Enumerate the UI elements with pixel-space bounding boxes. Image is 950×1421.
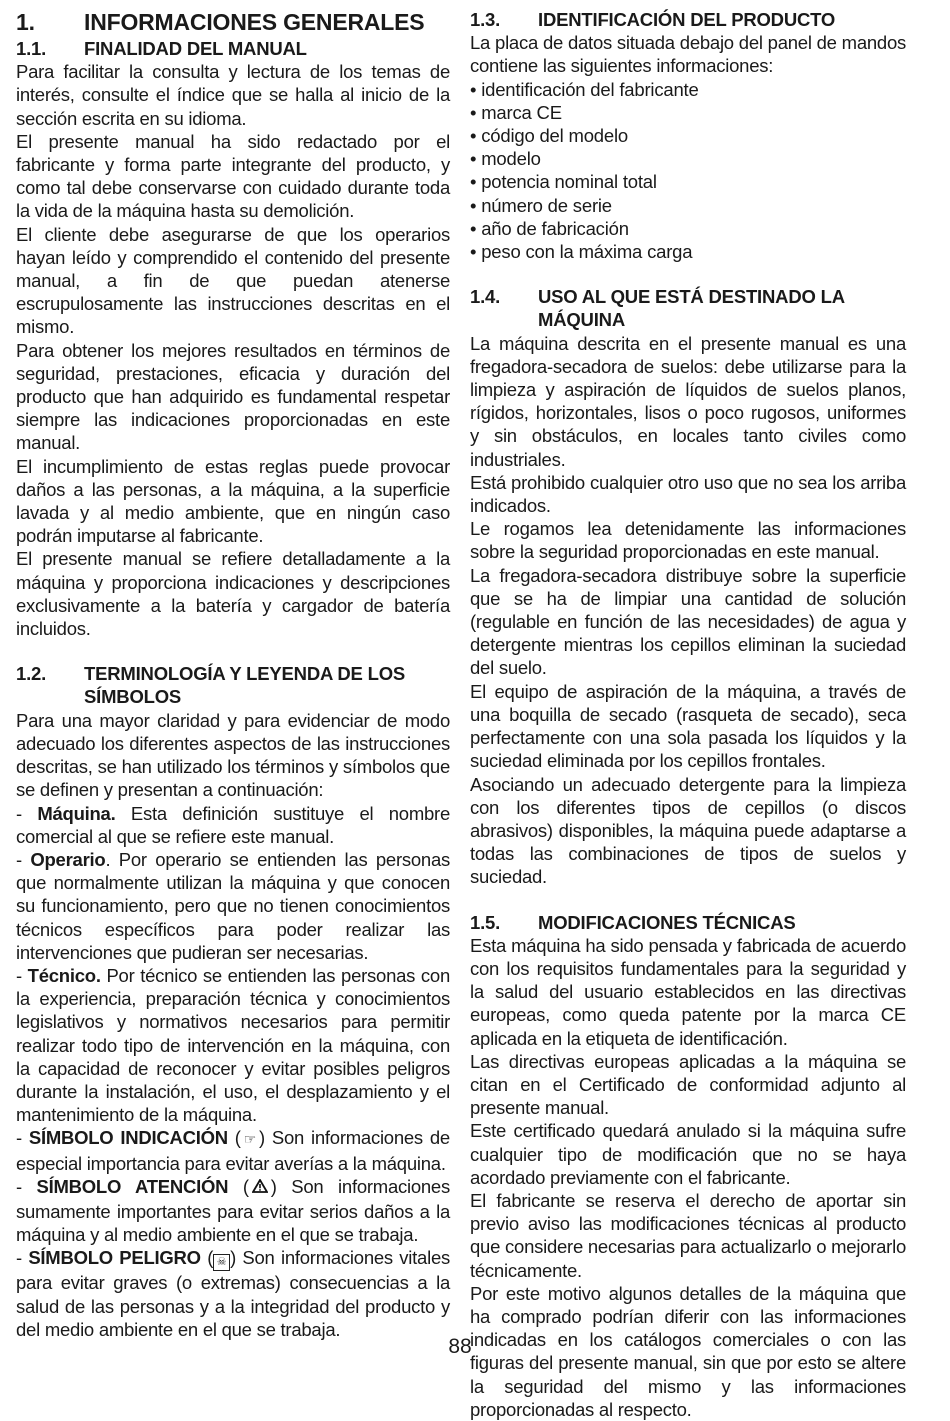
- paragraph: El fabricante se reserva el derecho de aportar sin previo aviso las modificaciones técnicas al producto que considere necesarias para actualizarlo o mejorarlo técnicamente.: [470, 1189, 906, 1281]
- list-item: • código del modelo: [470, 125, 628, 147]
- paragraph: La máquina descrita en el presente manual es una fregadora-secadora de suelos: debe utilizarse para la limpieza y aspiración de líquidos de suelos planos, rígidos, horizontales, lisos o poco rugosos, uniformes y sin obstáculos, en locales tanto civiles como industriales.: [470, 332, 906, 470]
- term-simbolo-peligro: - SÍMBOLO PELIGRO ( ☠ ) Son informaciones vitales para evitar graves (o extremas) consecuencias a la salud de las personas y a la integridad del producto y del medio ambiente en el que se trabaja.: [16, 1247, 450, 1340]
- pointing-hand-icon: ☞: [243, 1131, 257, 1148]
- paragraph: El presente manual ha sido redactado por el fabricante y forma parte integrante del producto, y como tal debe conservarse con cuidado durante toda la vida de la máquina hasta su demolición.: [16, 130, 450, 222]
- term-label: Máquina.: [37, 802, 116, 824]
- term-text: Esta definición sustituye el nombre comercial al que se refiere este manual.: [16, 802, 450, 847]
- paragraph: Para facilitar la consulta y lectura de los temas de interés, consulte el índice que se halla al inicio de la sección escrita en su idioma.: [16, 61, 450, 129]
- term-operario: - Operario. Por operario se entienden las personas que normalmente utilizan la máquina y que conocen su funcionamiento, pero que no tienen conocimientos técnicos específicos para poder realizar las intervenciones que pudieran ser necesarias.: [16, 848, 450, 963]
- term-label: Técnico.: [27, 964, 101, 986]
- paragraph: Por este motivo algunos detalles de la máquina que ha comprado podrían diferir con las informaciones indicadas en los catálogos comerciales o con las figuras del presente manual, sin que por esto se altere la seguridad del mismo y las informaciones proporcionadas al respecto.: [470, 1282, 906, 1420]
- section-heading-1-4: [470, 285, 906, 331]
- section-number: 1.4.: [470, 286, 501, 308]
- section-number: 1.: [16, 9, 35, 35]
- paragraph: Le rogamos lea detenidamente las informaciones sobre la seguridad proporcionadas en este manual.: [470, 518, 906, 563]
- section-heading-1: [16, 8, 450, 37]
- paragraph: El equipo de aspiración de la máquina, a través de una boquilla de secado (rasqueta de secado), seca perfectamente con una sola pasada los líquidos y la suciedad eliminada por los cepillos frontales.: [470, 680, 906, 772]
- term-text: Son informaciones vitales para evitar graves (o extremas) consecuencias a la salud de las personas y a la integridad del producto y del medio ambiente en el que se trabaja.: [16, 1247, 450, 1340]
- list-item: • año de fabricación: [470, 217, 629, 239]
- term-simbolo-indicacion: - SÍMBOLO INDICACIÓN ( ☞ ) Son informaciones de especial importancia para evitar averías a la máquina.: [16, 1127, 450, 1174]
- term-simbolo-atencion: - SÍMBOLO ATENCIÓN ( ) Son informaciones sumamente importantes para evitar serios daños a la máquina y al medio ambiente en el que se trabaja.: [16, 1175, 450, 1246]
- skull-danger-icon: ☠: [213, 1254, 230, 1271]
- term-maquina: - Máquina. Esta definición sustituye el nombre comercial al que se refiere este manual.: [16, 802, 450, 847]
- paragraph: Este certificado quedará anulado si la máquina sufre cualquier tipo de modificación que no se haya acordado previamente con el fabricante.: [470, 1120, 906, 1188]
- paragraph: Esta máquina ha sido pensada y fabricada de acuerdo con los requisitos fundamentales para la seguridad y la salud del usuario establecidos en las directivas europeas, como queda patente por la marca CE aplicada en la etiqueta de identificación.: [470, 934, 906, 1049]
- term-label: SÍMBOLO INDICACIÓN: [28, 1127, 228, 1149]
- section-title: FINALIDAD DEL MANUAL: [84, 38, 307, 59]
- list-item: • modelo: [470, 148, 541, 170]
- list-item: • identificación del fabricante: [470, 78, 699, 100]
- warning-triangle-icon: [249, 1177, 271, 1200]
- section-number: 1.3.: [470, 9, 501, 30]
- list-item: • número de serie: [470, 194, 612, 216]
- section-number: 1.1.: [16, 38, 47, 59]
- paragraph: El presente manual se refiere detalladamente a la máquina y proporciona indicaciones y descripciones exclusivamente a la batería y cargador de batería incluidos.: [16, 548, 450, 640]
- section-number: 1.5.: [470, 911, 501, 933]
- paragraph: La fregadora-secadora distribuye sobre la superficie que se ha de limpiar una cantidad de solución (regulable en función de las necesidades) de agua y detergente mientras los cepillos eliminan la suciedad del suelo.: [470, 564, 906, 679]
- section-heading-1-2: [16, 662, 450, 708]
- section-title: MODIFICACIONES TÉCNICAS: [538, 911, 796, 933]
- paragraph: El cliente debe asegurarse de que los operarios hayan leído y comprendido el contenido del presente manual, a fin de que puedan atenerse escrupulosamente las instrucciones descritas en el mismo.: [16, 223, 450, 338]
- term-label: Operario: [30, 848, 106, 870]
- section-title: INFORMACIONES GENERALES: [84, 9, 425, 35]
- section-title: USO AL QUE ESTÁ DESTINADO LA MÁQUINA: [538, 286, 845, 331]
- section-title: TERMINOLOGÍA Y LEYENDA DE LOS SÍMBOLOS: [84, 663, 406, 708]
- paragraph: El incumplimiento de estas reglas puede provocar daños a las personas, a la máquina, a la superficie lavada y al medio ambiente, que en ningún caso podrán imputarse al fabricante.: [16, 455, 450, 547]
- term-label: SÍMBOLO ATENCIÓN: [36, 1175, 229, 1197]
- term-text: Son informaciones sumamente importantes para evitar serios daños a la máquina y al medio ambiente en el que se trabaja.: [16, 1175, 450, 1246]
- section-heading-1-1: [16, 37, 450, 60]
- section-number: 1.2.: [16, 663, 47, 685]
- paragraph: Asociando un adecuado detergente para la limpieza con los diferentes tipos de cepillos (o discos abrasivos) disponibles, la máquina puede adaptarse a todas las combinaciones de tipos de suelos y suciedad.: [470, 773, 906, 888]
- list-item: • potencia nominal total: [470, 171, 657, 193]
- term-label: SÍMBOLO PELIGRO: [28, 1247, 201, 1269]
- term-text: Son informaciones de especial importancia para evitar averías a la máquina.: [16, 1127, 450, 1174]
- paragraph: Para una mayor claridad y para evidenciar de modo adecuado los diferentes aspectos de las instrucciones descritas, se han utilizado los términos y símbolos que se definen y presentan a continuación:: [16, 709, 450, 801]
- section-title: IDENTIFICACIÓN DEL PRODUCTO: [538, 9, 836, 30]
- list-item: • peso con la máxima carga: [470, 241, 693, 263]
- paragraph: La placa de datos situada debajo del panel de mandos contiene las siguientes informaciones:: [470, 32, 906, 77]
- section-heading-1-3: [470, 8, 906, 31]
- paragraph: Para obtener los mejores resultados en términos de seguridad, prestaciones, eficacia y duración del producto que han adquirido es fundamental respetar siempre las indicaciones proporcionadas en este manual.: [16, 339, 450, 454]
- page-number: 88: [448, 1335, 472, 1358]
- section-heading-1-5: [470, 911, 906, 934]
- list-item: • marca CE: [470, 101, 562, 123]
- product-id-list: [470, 78, 906, 264]
- right-column: [470, 8, 906, 1421]
- term-text: Por técnico se entienden las personas con la experiencia, preparación técnica y conocimientos legislativos y normativos necesarios para permitir realizar todo tipo de intervención en la máquina, con la capacidad de reconocer y evitar posibles peligros durante la instalación, el uso, el desplazamiento y el mantenimiento de la máquina.: [16, 964, 450, 1126]
- term-text: . Por operario se entienden las personas que normalmente utilizan la máquina y que conocen su funcionamiento, pero que no tienen conocimientos técnicos específicos para poder realizar las intervenciones que pudieran ser necesarias.: [16, 848, 450, 963]
- term-tecnico: - Técnico. Por técnico se entienden las personas con la experiencia, preparación técnica y conocimientos legislativos y normativos necesarios para permitir realizar todo tipo de intervención en la máquina, con la capacidad de reconocer y evitar posibles peligros durante la instalación, el uso, el desplazamiento y el mantenimiento de la máquina.: [16, 964, 450, 1126]
- paragraph: Está prohibido cualquier otro uso que no sea los arriba indicados.: [470, 471, 906, 517]
- paragraph: Las directivas europeas aplicadas a la máquina se citan en el Certificado de conformidad adjunto al presente manual.: [470, 1050, 906, 1119]
- left-column: [16, 8, 450, 1341]
